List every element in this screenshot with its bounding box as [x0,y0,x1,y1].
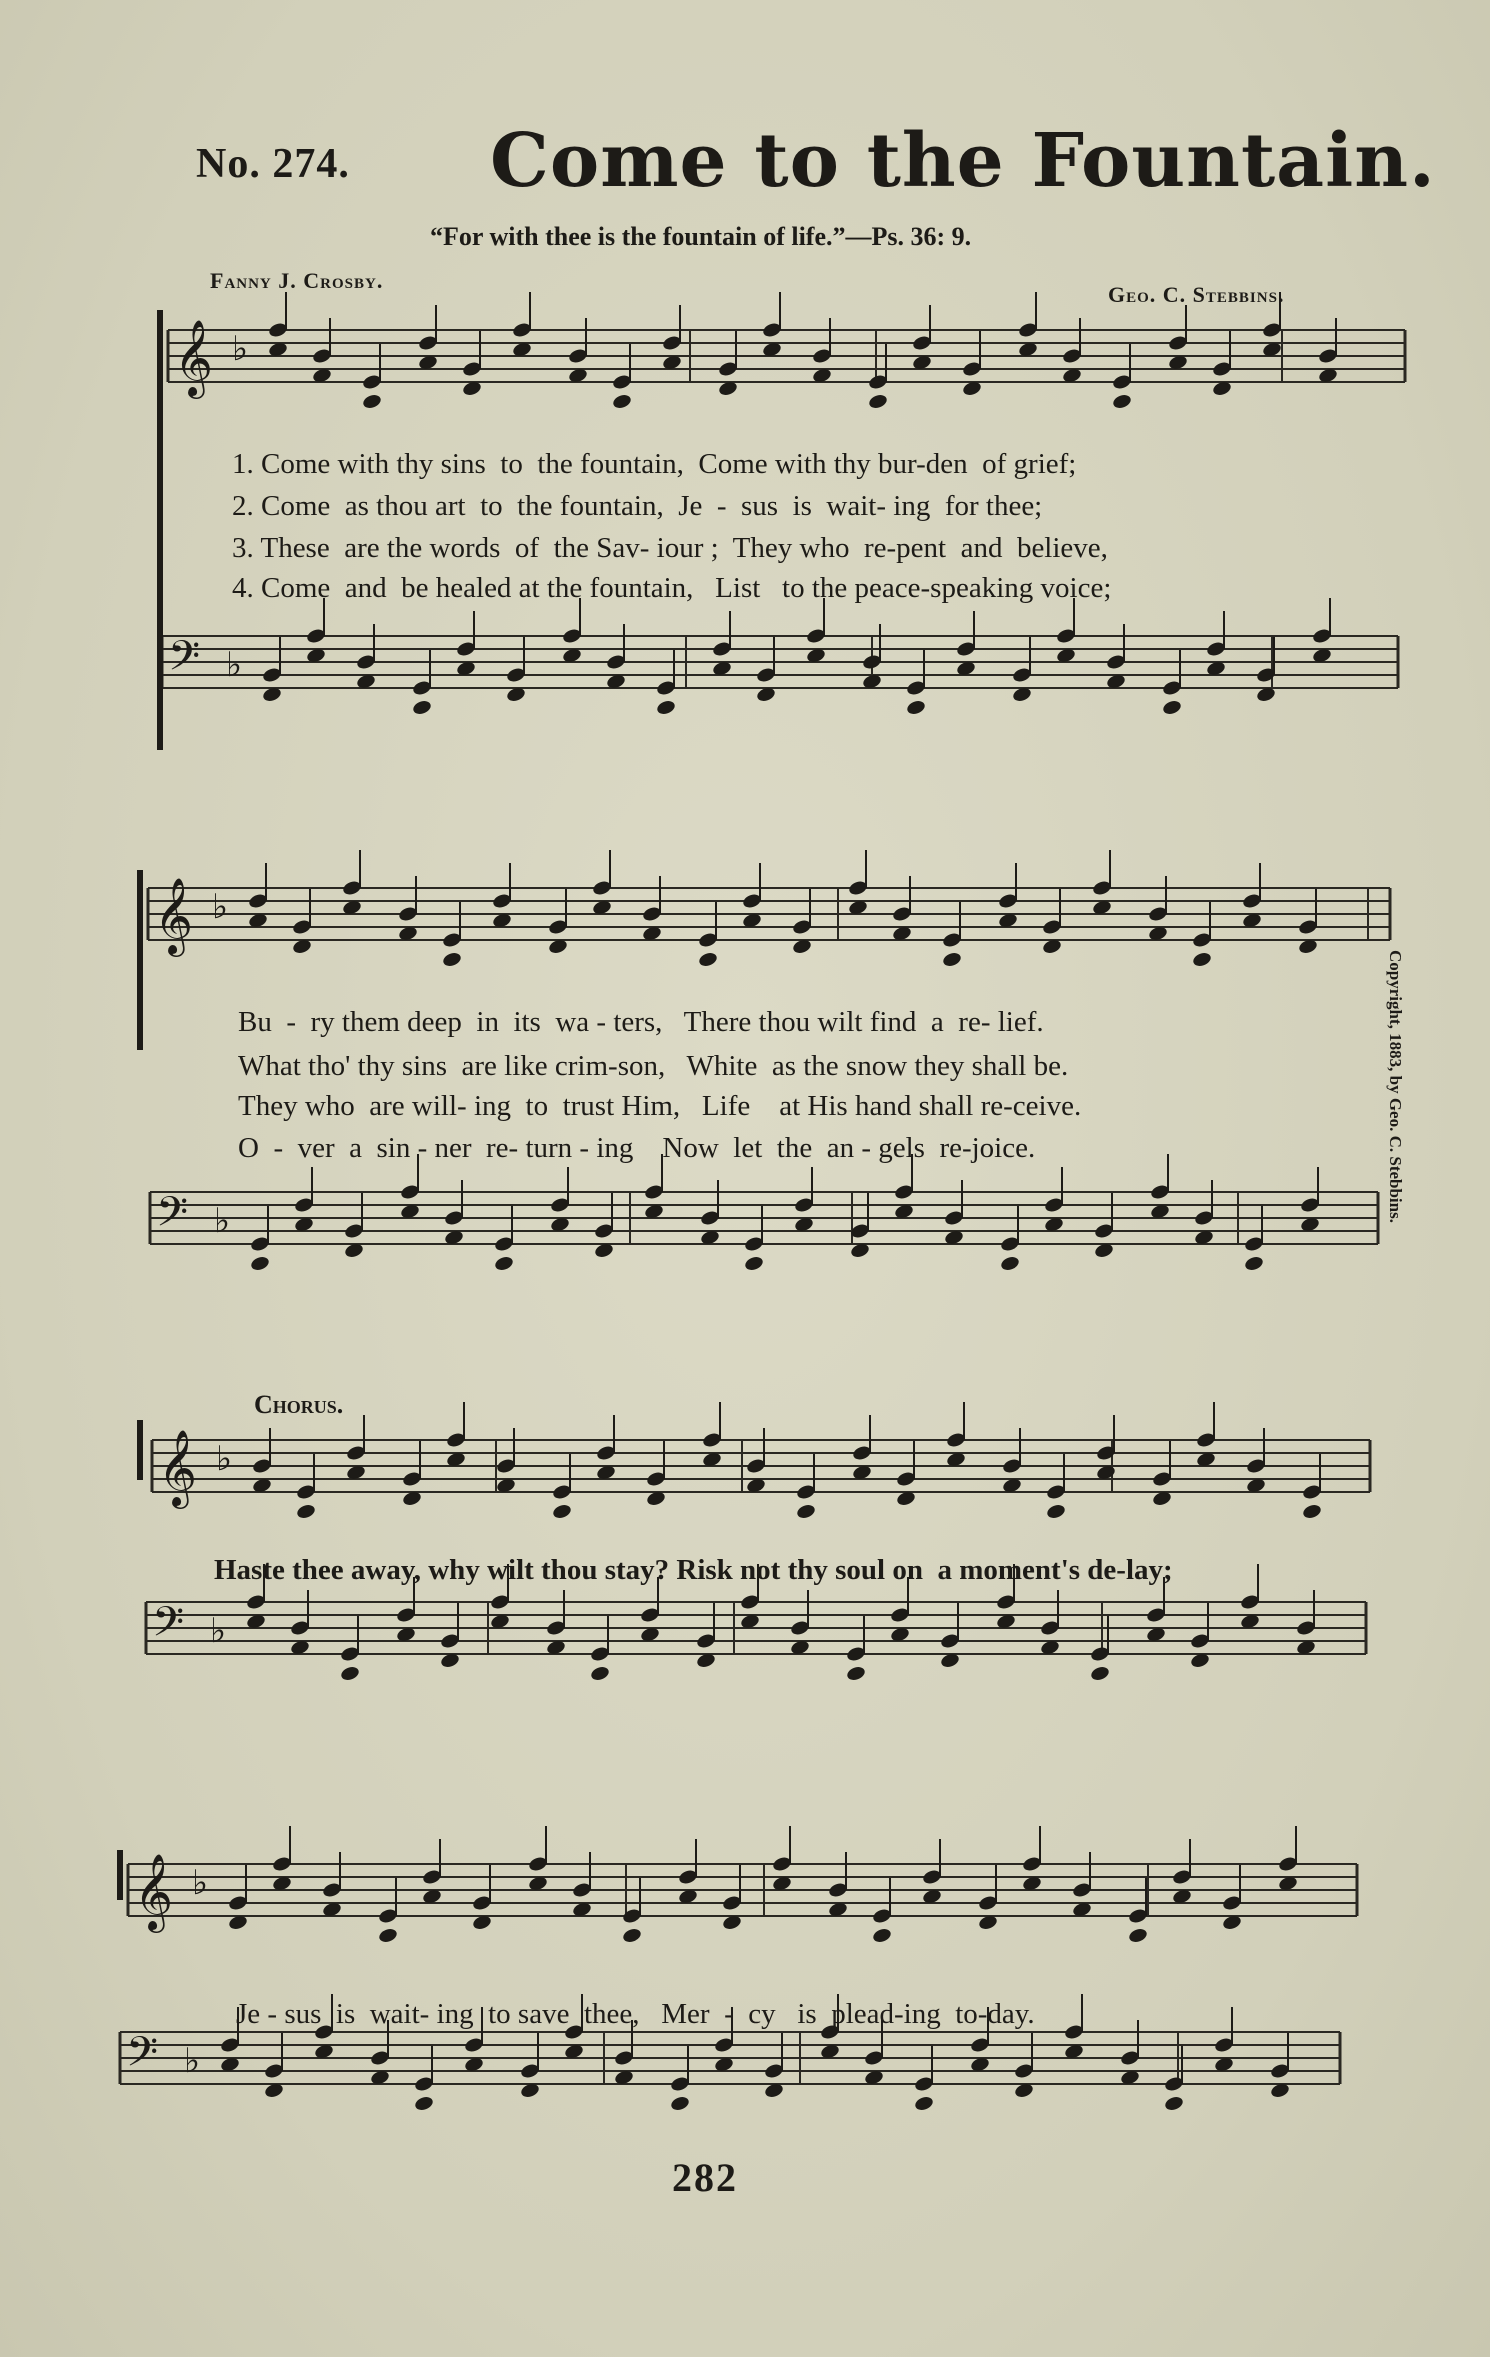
flat-icon: ♭ [214,1201,231,1241]
flat-icon: ♭ [226,645,243,685]
note-head [1161,699,1182,716]
flat-icon: ♭ [192,1863,209,1903]
bass-clef-icon: 𝄢 [126,2028,159,2086]
hymn-title: Come to the Fountain. [490,118,1436,204]
chorus-line-2: Je - sus is wait- ing to save thee, Mer - cy is plead-ing to-day. [236,1998,1035,2030]
hymn-number: No. 274. [196,141,350,187]
note-head [1045,1503,1066,1520]
note-head [1111,393,1132,410]
note-head [867,393,888,410]
scripture-reference: “For with thee is the fountain of life.”—Ps. 36: 9. [430,222,972,251]
note-head [941,951,962,968]
note-head [249,1255,270,1272]
verse-4-line-2: O - ver a sin - ner re- turn - ing Now let the an - gels re-joice. [238,1132,1036,1164]
note-head [441,951,462,968]
note-head [361,393,382,410]
treble-clef-icon: 𝄞 [154,877,194,954]
flat-icon: ♭ [210,1611,227,1651]
note-head [413,2095,434,2112]
note-head [905,699,926,716]
page-number: 282 [672,2155,738,2200]
chorus-line-1: Haste thee away, why wilt thou stay? Risk not thy soul on a moment's de-lay; [214,1554,1173,1586]
note-head [697,951,718,968]
bass-clef-icon: 𝄢 [152,1598,185,1656]
verse-4-line-1: 4. Come and be healed at the fountain, List to the peace-speaking voice; [232,572,1112,604]
flat-icon: ♭ [216,1439,233,1479]
note-head [493,1255,514,1272]
note-head [1191,951,1212,968]
note-head [1301,1503,1322,1520]
verse-2-line-2: What tho' thy sins are like crim-son, White as the snow they shall be. [238,1050,1069,1082]
note-head [669,2095,690,2112]
note-head [589,1665,610,1682]
note-head [1127,1927,1148,1944]
note-head [795,1503,816,1520]
note-head [411,699,432,716]
flat-icon: ♭ [212,887,229,927]
verse-2-line-1: 2. Come as thou art to the fountain, Je - sus is wait- ing for thee; [232,490,1043,522]
verse-1-line-1: 1. Come with thy sins to the fountain, Come with thy bur-den of grief; [232,448,1077,480]
note-head [377,1927,398,1944]
verse-1-line-2: Bu - ry them deep in its wa - ters, There thou wilt find a re- lief. [238,1006,1044,1038]
note-head [1089,1665,1110,1682]
note-head [295,1503,316,1520]
flat-icon: ♭ [232,329,249,369]
treble-clef-icon: 𝄞 [134,1853,174,1930]
bass-clef-icon: 𝄢 [168,632,201,690]
composer-credit: Geo. C. Stebbins. [1108,282,1285,307]
note-head [845,1665,866,1682]
note-head [1163,2095,1184,2112]
note-head [913,2095,934,2112]
copyright-notice: Copyright, 1883, by Geo. C. Stebbins. [1386,950,1405,1223]
note-head [621,1927,642,1944]
author-credit: Fanny J. Crosby. [210,268,384,293]
verse-3-line-2: They who are will- ing to trust Him, Life at His hand shall re-ceive. [238,1090,1082,1122]
note-head [655,699,676,716]
note-head [551,1503,572,1520]
bass-clef-icon: 𝄢 [156,1188,189,1246]
note-head [1243,1255,1264,1272]
treble-clef-icon: 𝄞 [174,319,214,396]
note-head [339,1665,360,1682]
chorus-label: Chorus. [254,1390,344,1419]
note-head [611,393,632,410]
verse-3-line-1: 3. These are the words of the Sav- iour ; They who re-pent and believe, [232,532,1108,564]
flat-icon: ♭ [184,2041,201,2081]
note-head [999,1255,1020,1272]
note-head [743,1255,764,1272]
treble-clef-icon: 𝄞 [158,1429,198,1506]
note-head [871,1927,892,1944]
